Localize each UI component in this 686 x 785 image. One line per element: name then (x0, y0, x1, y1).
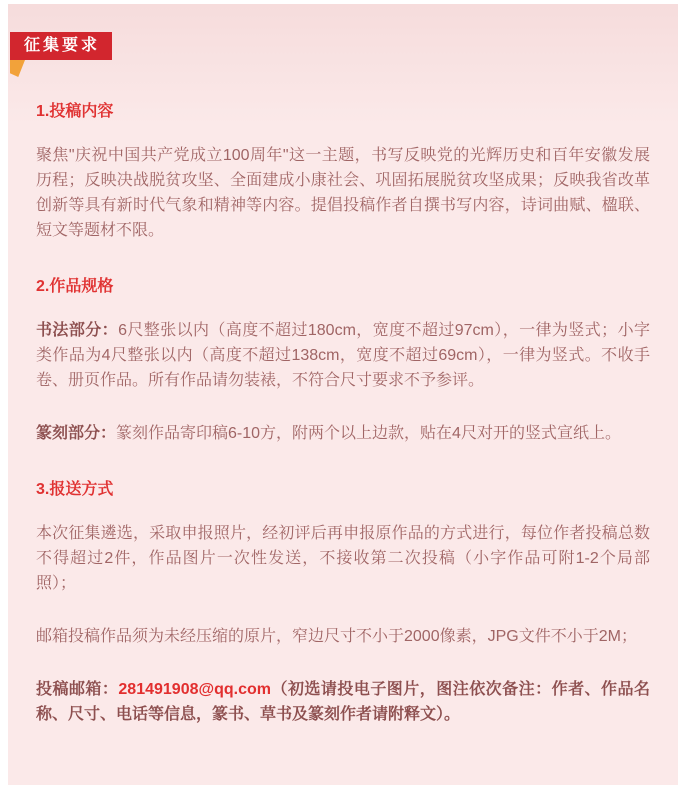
email-note: （初选请投电子图片，图注依次备注：作者、作品名称、尺寸、电话等信息，篆书、草书及篆刻作者请附释文）。 (36, 681, 650, 723)
requirements-panel (8, 4, 678, 785)
text-run: 6尺整张以内（高度不超过180cm，宽度不超过97cm），一律为竖式；小字类作品为4尺整张以内（高度不超过138cm，宽度不超过69cm），一律为竖式。不收手卷、册页作品。所有作品请勿装裱，不符合尺寸要求不予参评。 (36, 322, 650, 389)
paragraph-selection-process (36, 521, 650, 596)
paragraph-calligraphy-specs (36, 318, 650, 393)
paragraph-seal-carving-specs (36, 421, 650, 446)
paragraph-image-requirements (36, 624, 650, 649)
text-run: 邮箱投稿作品须为未经压缩的原片，窄边尺寸不小于2000像素，JPG文件不小于2M； (36, 628, 637, 645)
section-heading-work-specs: 2.作品规格 (36, 278, 114, 295)
requirements-content (8, 98, 650, 727)
badge-label: 征集要求 (24, 37, 101, 54)
text-run: 本次征集遴选，采取申报照片，经初评后再申报原作品的方式进行，每位作者投稿总数不得超过2件，作品图片一次性发送，不接收第二次投稿（小字作品可附1-2个局部照）； (36, 525, 650, 592)
email-label: 投稿邮箱： (36, 681, 119, 698)
section-heading-submission-content: 1.投稿内容 (36, 103, 114, 120)
seal-carving-label: 篆刻部分： (36, 425, 117, 442)
ribbon-fold-icon (10, 60, 25, 77)
ribbon-header (8, 4, 650, 76)
section-badge (10, 32, 112, 60)
text-run: 篆刻作品寄印稿6-10方，附两个以上边款，贴在4尺对开的竖式宣纸上。 (116, 425, 621, 442)
paragraph-submission-email (36, 677, 650, 727)
section-heading-submission-method: 3.报送方式 (36, 481, 114, 498)
email-address: 281491908@qq.com (118, 681, 271, 698)
text-run: 聚焦"庆祝中国共产党成立100周年"这一主题，书写反映党的光辉历史和百年安徽发展历程；反映决战脱贫攻坚、全面建成小康社会、巩固拓展脱贫攻坚成果；反映我省改革创新等具有新时代气象和精神等内容。提倡投稿作者自撰书写内容，诗词曲赋、楹联、短文等题材不限。 (36, 147, 650, 239)
calligraphy-label: 书法部分： (36, 322, 119, 339)
paragraph-submission-content (36, 143, 650, 243)
